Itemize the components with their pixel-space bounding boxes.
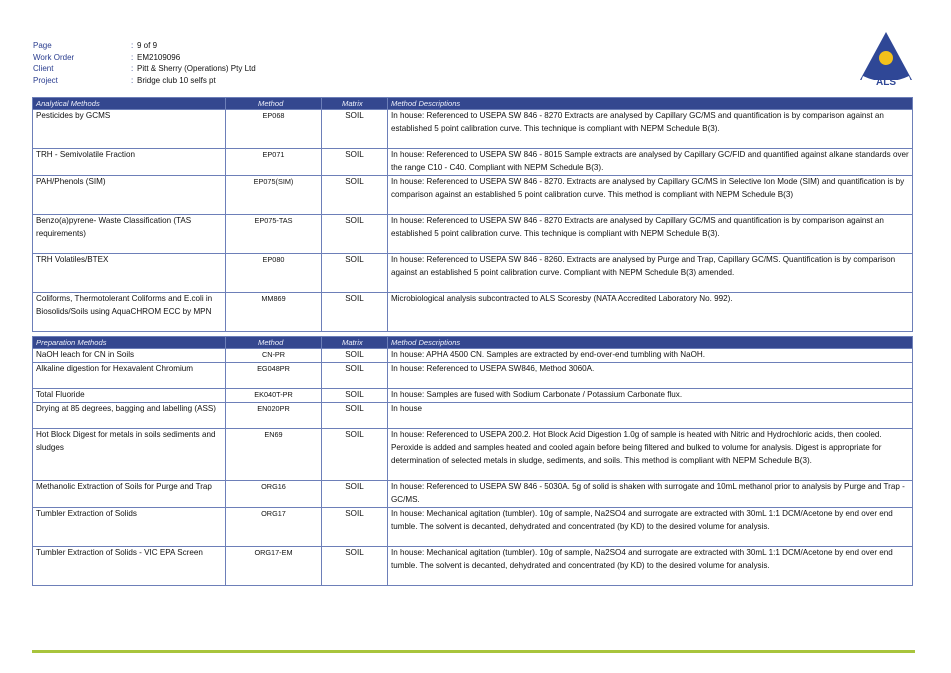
separator: : [131, 52, 134, 62]
matrix: SOIL [322, 149, 388, 176]
report-header [33, 40, 256, 87]
project-label: Project [33, 76, 58, 86]
method-code: EP068 [226, 110, 322, 149]
matrix: SOIL [322, 546, 388, 585]
method-name: TRH - Semivolatile Fraction [33, 149, 226, 176]
method-code: ORG17 [226, 507, 322, 546]
matrix: SOIL [322, 507, 388, 546]
method-code: ORG17-EM [226, 546, 322, 585]
method-name: Coliforms, Thermotolerant Coliforms and E.coli in Biosolids/Soils using AquaCHROM ECC by MPN [33, 292, 226, 331]
footer-rule [32, 650, 915, 653]
preparation-header-row [33, 337, 913, 349]
method-code: EN020PR [226, 402, 322, 428]
method-code: EN69 [226, 428, 322, 480]
method-code: EK040T-PR [226, 388, 322, 402]
matrix-col-heading: Matrix [322, 98, 388, 110]
table-row [33, 480, 913, 507]
table-row [33, 428, 913, 480]
preparation-methods-table [32, 336, 913, 586]
table-row [33, 546, 913, 585]
matrix: SOIL [322, 428, 388, 480]
method-name: Alkaline digestion for Hexavalent Chromium [33, 362, 226, 388]
method-name: TRH Volatiles/BTEX [33, 253, 226, 292]
description-col-heading: Method Descriptions [388, 98, 913, 110]
als-logo [855, 29, 917, 89]
method-name: Hot Block Digest for metals in soils sediments and sludges [33, 428, 226, 480]
method-name: NaOH leach for CN in Soils [33, 349, 226, 363]
method-description: In house: Referenced to USEPA SW 846 - 8015 Sample extracts are analysed by Capillary GC/FID and quantified against alkane standards over the range C10 - C40. Compliant with NEPM Schedule B(3). [388, 149, 913, 176]
method-code: EP075-TAS [226, 214, 322, 253]
matrix: SOIL [322, 110, 388, 149]
method-description: In house: Referenced to USEPA 200.2. Hot Block Acid Digestion 1.0g of sample is heated with Nitric and Hydrochloric acids, then cooled. Peroxide is added and samples heated and cooled again before being filtered and bulked to volume for analysis. Digest is appropriate for determination of selected metals in sludge, sediments, and soils. This method is compliant with NEPM Schedule B(3). [388, 428, 913, 480]
work-order-label: Work Order [33, 52, 75, 62]
method-code: ORG16 [226, 480, 322, 507]
separator: : [131, 76, 134, 86]
matrix: SOIL [322, 402, 388, 428]
method-col-heading: Method [226, 337, 322, 349]
matrix: SOIL [322, 349, 388, 363]
analytical-methods-heading: Analytical Methods [33, 98, 226, 110]
matrix: SOIL [322, 175, 388, 214]
method-description: In house: Mechanical agitation (tumbler). 10g of sample, Na2SO4 and surrogate are extracted with 30mL 1:1 DCM/Acetone by end over end tumble. The solvent is decanted, dehydrated and concentrated (by KD) to the desired volume for analysis. [388, 546, 913, 585]
client-value: Pitt & Sherry (Operations) Pty Ltd [137, 64, 256, 74]
method-description: In house: Referenced to USEPA SW846, Method 3060A. [388, 362, 913, 388]
logo-sun [879, 51, 893, 65]
method-description: In house: Referenced to USEPA SW 846 - 8270 Extracts are analysed by Capillary GC/MS and quantification is by comparison against an established 5 point calibration curve. This technique is compliant with NEPM Schedule B(3). [388, 110, 913, 149]
header-row-work-order [33, 52, 256, 64]
method-name: Benzo(a)pyrene- Waste Classification (TAS requirements) [33, 214, 226, 253]
method-description: Microbiological analysis subcontracted to ALS Scoresby (NATA Accredited Laboratory No. 992). [388, 292, 913, 331]
method-code: EP075(SIM) [226, 175, 322, 214]
table-row [33, 349, 913, 363]
method-name: Methanolic Extraction of Soils for Purge and Trap [33, 480, 226, 507]
separator: : [131, 64, 134, 74]
page-value: 9 of 9 [137, 41, 158, 50]
table-row [33, 362, 913, 388]
method-col-heading: Method [226, 98, 322, 110]
matrix-col-heading: Matrix [322, 337, 388, 349]
method-code: MM869 [226, 292, 322, 331]
method-code: EP071 [226, 149, 322, 176]
method-name: Pesticides by GCMS [33, 110, 226, 149]
matrix: SOIL [322, 253, 388, 292]
table-row [33, 110, 913, 149]
method-name: Drying at 85 degrees, bagging and labelling (ASS) [33, 402, 226, 428]
header-row-client [33, 63, 256, 75]
work-order-value: EM2109096 [137, 52, 181, 62]
matrix: SOIL [322, 292, 388, 331]
method-code: EG048PR [226, 362, 322, 388]
method-name: Total Fluoride [33, 388, 226, 402]
table-row [33, 149, 913, 176]
method-description: In house: Referenced to USEPA SW 846 - 8270 Extracts are analysed by Capillary GC/MS and quantification is by comparison against an established 5 point calibration curve. This technique is compliant with NEPM Schedule B(3). [388, 214, 913, 253]
table-row [33, 388, 913, 402]
page-label: Page [33, 41, 52, 50]
table-row [33, 507, 913, 546]
analytical-methods-table [32, 97, 913, 332]
method-description: In house [388, 402, 913, 428]
analytical-header-row [33, 98, 913, 110]
method-description: In house: Referenced to USEPA SW 846 - 8260. Extracts are analysed by Purge and Trap, Capillary GC/MS. Quantification is by comparison against an established 5 point calibration curve. Compliant with NEPM Schedule B(3) amended. [388, 253, 913, 292]
matrix: SOIL [322, 362, 388, 388]
method-description: In house: Samples are fused with Sodium Carbonate / Potassium Carbonate flux. [388, 388, 913, 402]
matrix: SOIL [322, 214, 388, 253]
method-description: In house: Mechanical agitation (tumbler). 10g of sample, Na2SO4 and surrogate are extracted with 30mL 1:1 DCM/Acetone by end over end tumble. The solvent is decanted, dehydrated and concentrated (by KD) to the desired volume for analysis. [388, 507, 913, 546]
method-description: In house: Referenced to USEPA SW 846 - 8270. Extracts are analysed by Capillary GC/MS in Selective Ion Mode (SIM) and quantification is by comparison against an established 5 point calibration curve. This method is compliant with NEPM Schedule B(3) [388, 175, 913, 214]
method-code: CN-PR [226, 349, 322, 363]
table-row [33, 175, 913, 214]
method-name: Tumbler Extraction of Solids - VIC EPA Screen [33, 546, 226, 585]
method-code: EP080 [226, 253, 322, 292]
table-row [33, 402, 913, 428]
matrix: SOIL [322, 480, 388, 507]
client-label: Client [33, 64, 54, 74]
table-row [33, 292, 913, 331]
description-col-heading: Method Descriptions [388, 337, 913, 349]
method-name: Tumbler Extraction of Solids [33, 507, 226, 546]
table-row [33, 214, 913, 253]
matrix: SOIL [322, 388, 388, 402]
logo-text: ALS [876, 77, 896, 88]
preparation-methods-heading: Preparation Methods [33, 337, 226, 349]
method-name: PAH/Phenols (SIM) [33, 175, 226, 214]
project-value: Bridge club 10 selfs pt [137, 76, 216, 86]
header-row-project [33, 75, 256, 87]
method-description: In house: APHA 4500 CN. Samples are extracted by end-over-end tumbling with NaOH. [388, 349, 913, 363]
method-description: In house: Referenced to USEPA SW 846 - 5030A. 5g of solid is shaken with surrogate and 10mL methanol prior to analysis by Purge and Trap - GC/MS. [388, 480, 913, 507]
table-row [33, 253, 913, 292]
separator: : [131, 41, 134, 50]
header-row-page [33, 40, 256, 52]
